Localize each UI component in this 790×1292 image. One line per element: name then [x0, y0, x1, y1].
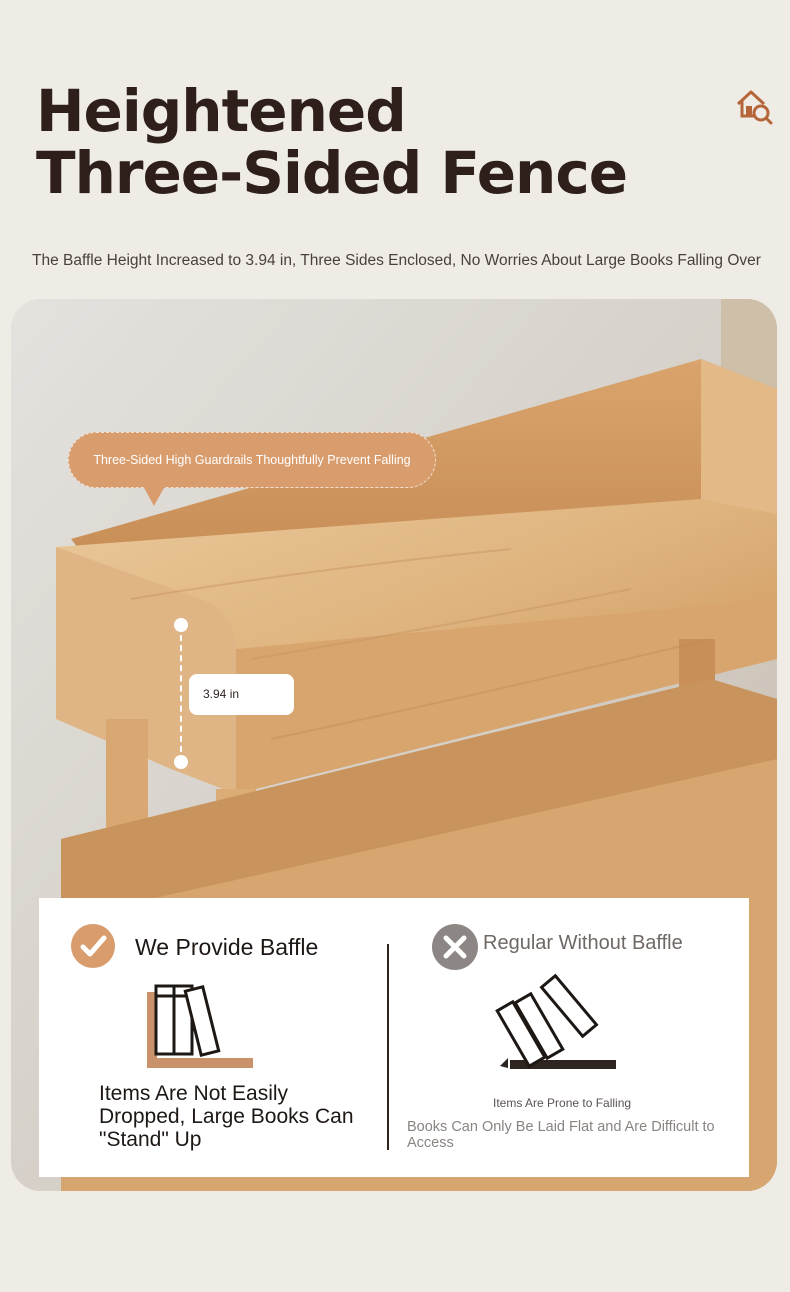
home-search-icon — [734, 86, 774, 126]
measurement-dot-bottom — [174, 755, 188, 769]
title-line-1: Heightened — [36, 77, 406, 145]
x-icon — [432, 924, 478, 970]
measurement-line — [180, 625, 182, 762]
bad-description: Books Can Only Be Laid Flat and Are Difficult to Access — [407, 1119, 715, 1151]
callout-bubble: Three-Sided High Guardrails Thoughtfully Prevent Falling — [68, 432, 436, 488]
standing-books-icon — [143, 982, 253, 1072]
divider — [387, 944, 389, 1150]
falling-books-icon — [494, 968, 624, 1076]
page-title — [36, 77, 628, 207]
check-icon — [71, 924, 115, 968]
comparison-panel — [39, 898, 749, 1177]
bad-caption: Items Are Prone to Falling — [493, 1096, 632, 1110]
measurement-dot-top — [174, 618, 188, 632]
subtitle: The Baffle Height Increased to 3.94 in, Three Sides Enclosed, No Worries About Large Books Falling Over — [32, 252, 761, 269]
bad-title: Regular Without Baffle — [483, 932, 683, 954]
good-title: We Provide Baffle — [135, 934, 319, 960]
callout-tail — [143, 486, 165, 506]
measurement-label: 3.94 in — [189, 674, 294, 715]
title-line-2: Three-Sided Fence — [36, 139, 628, 207]
good-description: Items Are Not Easily Dropped, Large Books Can "Stand" Up — [99, 1082, 354, 1151]
